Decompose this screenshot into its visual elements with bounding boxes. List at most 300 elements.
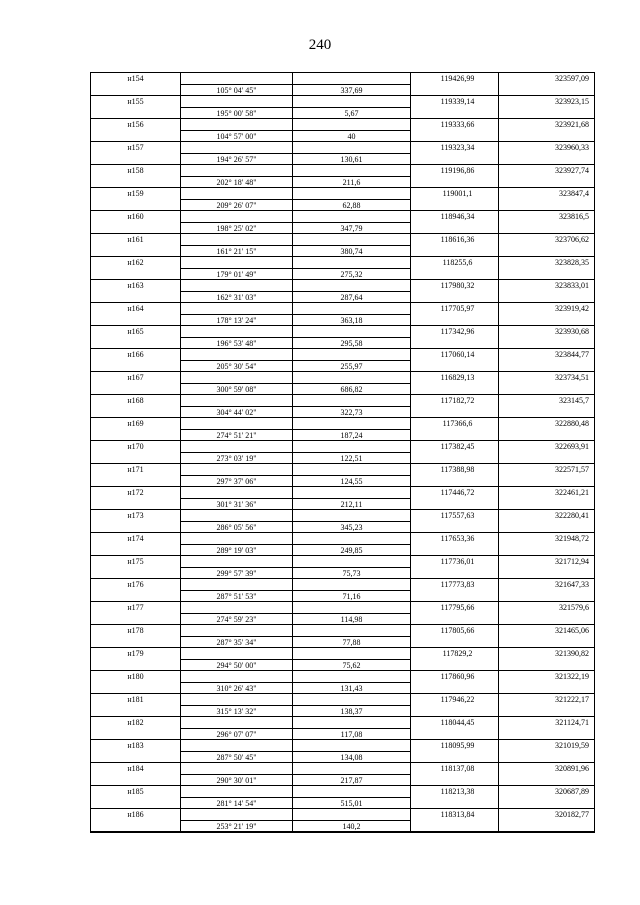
table-row-segment — [91, 752, 594, 764]
y-blank-cell — [499, 706, 594, 717]
angle-blank-cell — [181, 763, 293, 775]
point-name-cell: н156 — [91, 119, 181, 131]
x-blank-cell — [411, 522, 499, 533]
y-blank-cell — [499, 660, 594, 671]
y-coordinate-cell: 322280,41 — [555, 511, 589, 520]
y-coordinate-cell: 321019,59 — [555, 741, 589, 750]
table-row-point — [91, 786, 594, 798]
table-row-point — [91, 579, 594, 591]
x-blank-cell — [411, 269, 499, 280]
x-coordinate-cell: 119333,66 — [411, 119, 499, 131]
table-row-point — [91, 73, 594, 85]
point-name-cell: н164 — [91, 303, 181, 315]
point-blank-cell — [91, 246, 181, 257]
y-coordinate-cell: 320687,89 — [555, 787, 589, 796]
table-row-segment — [91, 315, 594, 327]
length-blank-cell — [293, 142, 411, 154]
segment-length-cell: 5,67 — [293, 108, 411, 119]
length-blank-cell — [293, 786, 411, 798]
segment-length-cell: 255,97 — [293, 361, 411, 372]
point-blank-cell — [91, 775, 181, 786]
x-coordinate-cell: 117805,66 — [411, 625, 499, 637]
point-name-cell: н184 — [91, 763, 181, 775]
direction-angle-cell: 286° 05' 56" — [181, 522, 293, 533]
angle-blank-cell — [181, 625, 293, 637]
length-blank-cell — [293, 579, 411, 591]
y-coordinate-cell: 322571,57 — [555, 465, 589, 474]
y-blank-cell — [499, 108, 594, 119]
point-name-cell: н176 — [91, 579, 181, 591]
table-row-point — [91, 395, 594, 407]
segment-length-cell: 363,18 — [293, 315, 411, 326]
page-number: 240 — [308, 37, 332, 53]
direction-angle-cell: 178° 13' 24" — [181, 315, 293, 326]
y-blank-cell — [499, 683, 594, 694]
x-coordinate-cell: 118313,84 — [411, 809, 499, 821]
angle-blank-cell — [181, 602, 293, 614]
direction-angle-cell: 287° 50' 45" — [181, 752, 293, 763]
length-blank-cell — [293, 625, 411, 637]
x-coordinate-cell: 119339,14 — [411, 96, 499, 108]
segment-length-cell: 211,6 — [293, 177, 411, 188]
table-row-segment — [91, 614, 594, 626]
table-row-point — [91, 510, 594, 522]
y-coordinate-cell: 323930,68 — [555, 327, 589, 336]
length-blank-cell — [293, 234, 411, 246]
segment-length-cell: 345,23 — [293, 522, 411, 533]
length-blank-cell — [293, 510, 411, 522]
direction-angle-cell: 299° 57' 39" — [181, 568, 293, 579]
y-blank-cell — [499, 499, 594, 510]
x-blank-cell — [411, 223, 499, 234]
table-row-point — [91, 464, 594, 476]
x-coordinate-cell: 118137,08 — [411, 763, 499, 775]
angle-blank-cell — [181, 464, 293, 476]
point-blank-cell — [91, 269, 181, 280]
x-coordinate-cell: 117382,45 — [411, 441, 499, 453]
x-blank-cell — [411, 775, 499, 786]
point-blank-cell — [91, 407, 181, 418]
table-row-point — [91, 418, 594, 430]
segment-length-cell: 134,08 — [293, 752, 411, 763]
y-blank-cell — [499, 361, 594, 372]
length-blank-cell — [293, 602, 411, 614]
table-row-segment — [91, 545, 594, 557]
direction-angle-cell: 290° 30' 01" — [181, 775, 293, 786]
length-blank-cell — [293, 648, 411, 660]
direction-angle-cell: 161° 21' 15" — [181, 246, 293, 257]
x-coordinate-cell: 117653,36 — [411, 533, 499, 545]
angle-blank-cell — [181, 648, 293, 660]
y-coordinate-cell: 321948,72 — [555, 534, 589, 543]
angle-blank-cell — [181, 694, 293, 706]
table-row-segment — [91, 591, 594, 603]
x-blank-cell — [411, 154, 499, 165]
x-coordinate-cell: 117366,6 — [411, 418, 499, 430]
angle-blank-cell — [181, 142, 293, 154]
table-row-point — [91, 441, 594, 453]
table-row-point — [91, 119, 594, 131]
point-blank-cell — [91, 522, 181, 533]
y-coordinate-cell: 321579,6 — [559, 603, 589, 612]
x-blank-cell — [411, 637, 499, 648]
length-blank-cell — [293, 303, 411, 315]
length-blank-cell — [293, 188, 411, 200]
point-name-cell: н169 — [91, 418, 181, 430]
angle-blank-cell — [181, 418, 293, 430]
table-row-point — [91, 349, 594, 361]
y-blank-cell — [499, 568, 594, 579]
length-blank-cell — [293, 809, 411, 821]
x-blank-cell — [411, 568, 499, 579]
table-row-point — [91, 717, 594, 729]
y-coordinate-cell: 321124,71 — [555, 718, 589, 727]
segment-length-cell: 295,58 — [293, 338, 411, 349]
angle-blank-cell — [181, 73, 293, 85]
y-coordinate-cell: 321712,94 — [555, 557, 589, 566]
y-blank-cell — [499, 177, 594, 188]
table-row-point — [91, 625, 594, 637]
table-row-segment — [91, 361, 594, 373]
table-row-point — [91, 257, 594, 269]
angle-blank-cell — [181, 533, 293, 545]
point-blank-cell — [91, 798, 181, 809]
point-name-cell: н167 — [91, 372, 181, 384]
angle-blank-cell — [181, 211, 293, 223]
table-row-segment — [91, 269, 594, 281]
angle-blank-cell — [181, 717, 293, 729]
y-coordinate-cell: 323923,15 — [555, 97, 589, 106]
y-coordinate-cell: 323828,35 — [555, 258, 589, 267]
y-blank-cell — [499, 338, 594, 349]
table-row-point — [91, 188, 594, 200]
direction-angle-cell: 273° 03' 19" — [181, 453, 293, 464]
table-row-segment — [91, 223, 594, 235]
segment-length-cell: 187,24 — [293, 430, 411, 441]
point-name-cell: н178 — [91, 625, 181, 637]
angle-blank-cell — [181, 303, 293, 315]
coordinates-table — [90, 72, 595, 833]
angle-blank-cell — [181, 349, 293, 361]
segment-length-cell: 138,37 — [293, 706, 411, 717]
y-coordinate-cell: 322880,48 — [555, 419, 589, 428]
table-row-point — [91, 142, 594, 154]
table-row-point — [91, 372, 594, 384]
x-coordinate-cell: 118616,36 — [411, 234, 499, 246]
y-coordinate-cell: 323734,51 — [555, 373, 589, 382]
point-blank-cell — [91, 430, 181, 441]
segment-length-cell: 212,11 — [293, 499, 411, 510]
angle-blank-cell — [181, 165, 293, 177]
direction-angle-cell: 253° 21' 19" — [181, 821, 293, 832]
point-blank-cell — [91, 660, 181, 671]
table-row-segment — [91, 476, 594, 488]
x-blank-cell — [411, 453, 499, 464]
x-blank-cell — [411, 384, 499, 395]
direction-angle-cell: 301° 31' 36" — [181, 499, 293, 510]
segment-length-cell: 71,16 — [293, 591, 411, 602]
length-blank-cell — [293, 717, 411, 729]
length-blank-cell — [293, 211, 411, 223]
point-blank-cell — [91, 223, 181, 234]
point-name-cell: н183 — [91, 740, 181, 752]
segment-length-cell: 124,55 — [293, 476, 411, 487]
table-row-point — [91, 234, 594, 246]
y-blank-cell — [499, 384, 594, 395]
direction-angle-cell: 209° 26' 07" — [181, 200, 293, 211]
table-row-segment — [91, 108, 594, 120]
point-blank-cell — [91, 752, 181, 763]
y-coordinate-cell: 323833,01 — [555, 281, 589, 290]
y-blank-cell — [499, 545, 594, 556]
y-blank-cell — [499, 798, 594, 809]
point-name-cell: н186 — [91, 809, 181, 821]
point-blank-cell — [91, 568, 181, 579]
length-blank-cell — [293, 96, 411, 108]
angle-blank-cell — [181, 257, 293, 269]
point-blank-cell — [91, 729, 181, 740]
point-name-cell: н179 — [91, 648, 181, 660]
x-coordinate-cell: 117388,98 — [411, 464, 499, 476]
direction-angle-cell: 274° 59' 23" — [181, 614, 293, 625]
point-blank-cell — [91, 706, 181, 717]
point-blank-cell — [91, 315, 181, 326]
point-name-cell: н160 — [91, 211, 181, 223]
segment-length-cell: 77,88 — [293, 637, 411, 648]
direction-angle-cell: 195° 00' 58" — [181, 108, 293, 119]
table-row-point — [91, 533, 594, 545]
x-blank-cell — [411, 752, 499, 763]
direction-angle-cell: 310° 26' 43" — [181, 683, 293, 694]
table-row-point — [91, 487, 594, 499]
direction-angle-cell: 104° 57' 00" — [181, 131, 293, 142]
segment-length-cell: 122,51 — [293, 453, 411, 464]
table-row-segment — [91, 338, 594, 350]
point-name-cell: н174 — [91, 533, 181, 545]
y-blank-cell — [499, 246, 594, 257]
angle-blank-cell — [181, 786, 293, 798]
table-row-segment — [91, 200, 594, 212]
direction-angle-cell: 297° 37' 06" — [181, 476, 293, 487]
length-blank-cell — [293, 464, 411, 476]
y-blank-cell — [499, 269, 594, 280]
segment-length-cell: 117,08 — [293, 729, 411, 740]
point-name-cell: н154 — [91, 73, 181, 85]
table-row-point — [91, 809, 594, 821]
table-row-point — [91, 740, 594, 752]
table-row-segment — [91, 729, 594, 741]
y-coordinate-cell: 322461,21 — [555, 488, 589, 497]
direction-angle-cell: 198° 25' 02" — [181, 223, 293, 234]
direction-angle-cell: 289° 19' 03" — [181, 545, 293, 556]
x-coordinate-cell: 117446,72 — [411, 487, 499, 499]
y-blank-cell — [499, 200, 594, 211]
y-coordinate-cell: 322693,91 — [555, 442, 589, 451]
direction-angle-cell: 162° 31' 03" — [181, 292, 293, 303]
y-blank-cell — [499, 752, 594, 763]
segment-length-cell: 62,88 — [293, 200, 411, 211]
point-blank-cell — [91, 361, 181, 372]
y-coordinate-cell: 323847,4 — [559, 189, 589, 198]
x-blank-cell — [411, 476, 499, 487]
direction-angle-cell: 300° 59' 08" — [181, 384, 293, 395]
table-row-point — [91, 694, 594, 706]
y-blank-cell — [499, 591, 594, 602]
x-blank-cell — [411, 338, 499, 349]
angle-blank-cell — [181, 326, 293, 338]
y-blank-cell — [499, 821, 594, 832]
direction-angle-cell: 196° 53' 48" — [181, 338, 293, 349]
x-blank-cell — [411, 246, 499, 257]
y-coordinate-cell: 320182,77 — [555, 810, 589, 819]
length-blank-cell — [293, 119, 411, 131]
table-row-point — [91, 602, 594, 614]
table-row-segment — [91, 798, 594, 810]
point-blank-cell — [91, 85, 181, 96]
y-coordinate-cell: 323145,7 — [559, 396, 589, 405]
table-row-segment — [91, 407, 594, 419]
point-blank-cell — [91, 476, 181, 487]
point-name-cell: н175 — [91, 556, 181, 568]
segment-length-cell: 131,43 — [293, 683, 411, 694]
angle-blank-cell — [181, 556, 293, 568]
angle-blank-cell — [181, 740, 293, 752]
segment-length-cell: 130,61 — [293, 154, 411, 165]
x-coordinate-cell: 117182,72 — [411, 395, 499, 407]
y-blank-cell — [499, 522, 594, 533]
y-coordinate-cell: 323706,62 — [555, 235, 589, 244]
point-blank-cell — [91, 292, 181, 303]
point-blank-cell — [91, 637, 181, 648]
x-blank-cell — [411, 591, 499, 602]
x-coordinate-cell: 117557,63 — [411, 510, 499, 522]
y-blank-cell — [499, 292, 594, 303]
table-row-point — [91, 96, 594, 108]
x-coordinate-cell: 117860,96 — [411, 671, 499, 683]
y-blank-cell — [499, 476, 594, 487]
x-blank-cell — [411, 361, 499, 372]
x-coordinate-cell: 119001,1 — [411, 188, 499, 200]
y-blank-cell — [499, 729, 594, 740]
point-name-cell: н185 — [91, 786, 181, 798]
length-blank-cell — [293, 533, 411, 545]
point-name-cell: н161 — [91, 234, 181, 246]
table-row-segment — [91, 177, 594, 189]
direction-angle-cell: 274° 51' 21" — [181, 430, 293, 441]
table-row-segment — [91, 660, 594, 672]
y-blank-cell — [499, 637, 594, 648]
y-coordinate-cell: 321465,06 — [555, 626, 589, 635]
point-name-cell: н173 — [91, 510, 181, 522]
angle-blank-cell — [181, 395, 293, 407]
table-row-point — [91, 671, 594, 683]
y-blank-cell — [499, 614, 594, 625]
table-row-segment — [91, 637, 594, 649]
angle-blank-cell — [181, 510, 293, 522]
point-blank-cell — [91, 131, 181, 142]
point-name-cell: н171 — [91, 464, 181, 476]
segment-length-cell: 217,87 — [293, 775, 411, 786]
x-coordinate-cell: 117980,32 — [411, 280, 499, 292]
x-blank-cell — [411, 131, 499, 142]
point-blank-cell — [91, 108, 181, 119]
table-row-point — [91, 165, 594, 177]
segment-length-cell: 114,98 — [293, 614, 411, 625]
point-name-cell: н162 — [91, 257, 181, 269]
x-coordinate-cell: 117736,01 — [411, 556, 499, 568]
x-blank-cell — [411, 315, 499, 326]
point-blank-cell — [91, 683, 181, 694]
length-blank-cell — [293, 763, 411, 775]
y-blank-cell — [499, 430, 594, 441]
point-name-cell: н177 — [91, 602, 181, 614]
table-row-point — [91, 648, 594, 660]
table-row-segment — [91, 568, 594, 580]
y-blank-cell — [499, 775, 594, 786]
point-name-cell: н172 — [91, 487, 181, 499]
y-coordinate-cell: 323919,42 — [555, 304, 589, 313]
direction-angle-cell: 315° 13' 32" — [181, 706, 293, 717]
length-blank-cell — [293, 395, 411, 407]
table-row-segment — [91, 453, 594, 465]
length-blank-cell — [293, 280, 411, 292]
y-coordinate-cell: 321222,17 — [555, 695, 589, 704]
point-name-cell: н163 — [91, 280, 181, 292]
x-coordinate-cell: 116829,13 — [411, 372, 499, 384]
length-blank-cell — [293, 257, 411, 269]
x-coordinate-cell: 117829,2 — [411, 648, 499, 660]
length-blank-cell — [293, 671, 411, 683]
length-blank-cell — [293, 694, 411, 706]
point-blank-cell — [91, 384, 181, 395]
y-coordinate-cell: 323927,74 — [555, 166, 589, 175]
x-blank-cell — [411, 683, 499, 694]
point-name-cell: н155 — [91, 96, 181, 108]
length-blank-cell — [293, 487, 411, 499]
point-blank-cell — [91, 453, 181, 464]
x-blank-cell — [411, 85, 499, 96]
direction-angle-cell: 287° 35' 34" — [181, 637, 293, 648]
point-blank-cell — [91, 545, 181, 556]
point-name-cell: н180 — [91, 671, 181, 683]
point-name-cell: н181 — [91, 694, 181, 706]
segment-length-cell: 380,74 — [293, 246, 411, 257]
segment-length-cell: 275,32 — [293, 269, 411, 280]
table-row-segment — [91, 430, 594, 442]
y-blank-cell — [499, 85, 594, 96]
angle-blank-cell — [181, 280, 293, 292]
x-blank-cell — [411, 798, 499, 809]
table-row-point — [91, 211, 594, 223]
x-coordinate-cell: 119196,86 — [411, 165, 499, 177]
table-row-segment — [91, 499, 594, 511]
table-row-segment — [91, 683, 594, 695]
table-row-point — [91, 303, 594, 315]
angle-blank-cell — [181, 119, 293, 131]
x-coordinate-cell: 117705,97 — [411, 303, 499, 315]
length-blank-cell — [293, 73, 411, 85]
table-row-segment — [91, 384, 594, 396]
x-coordinate-cell: 119426,99 — [411, 73, 499, 85]
y-coordinate-cell: 323960,33 — [555, 143, 589, 152]
point-blank-cell — [91, 338, 181, 349]
length-blank-cell — [293, 349, 411, 361]
direction-angle-cell: 294° 50' 00" — [181, 660, 293, 671]
segment-length-cell: 686,82 — [293, 384, 411, 395]
x-blank-cell — [411, 108, 499, 119]
direction-angle-cell: 304° 44' 02" — [181, 407, 293, 418]
x-blank-cell — [411, 614, 499, 625]
